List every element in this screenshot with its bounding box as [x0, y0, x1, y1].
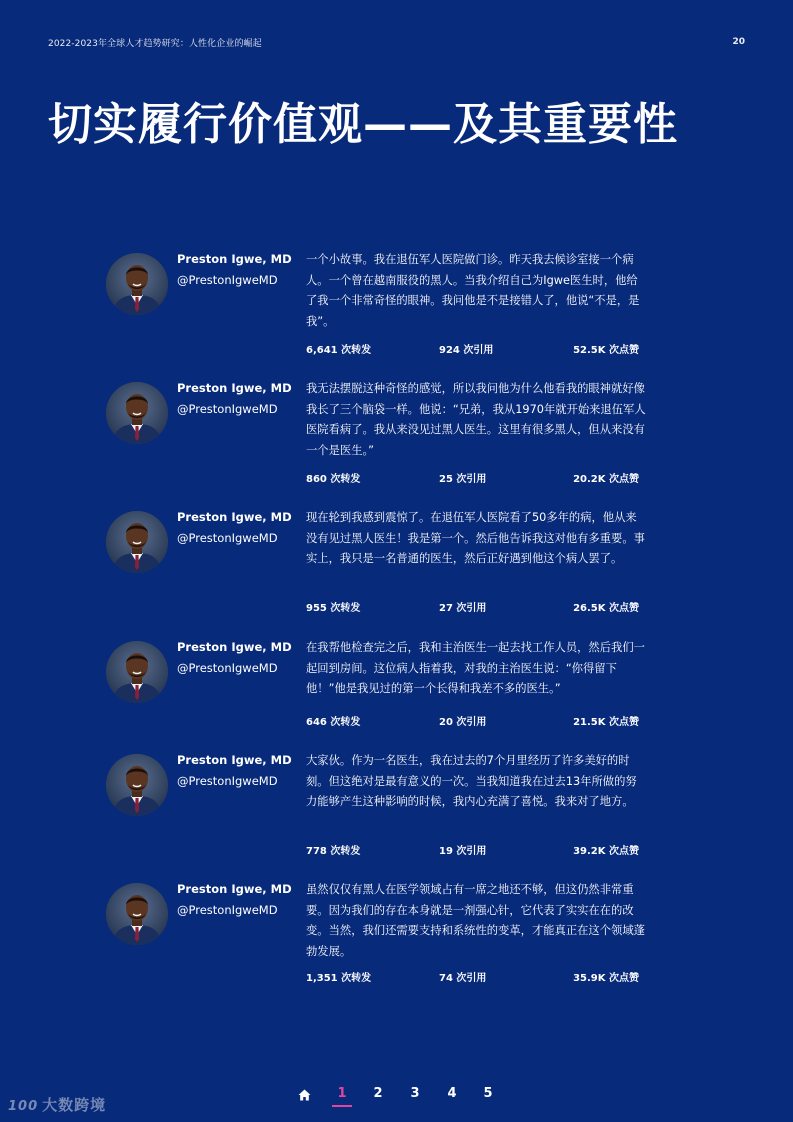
author-name: Preston Igwe, MD — [177, 510, 292, 524]
page-link-2[interactable]: 2 — [373, 1086, 383, 1101]
watermark-text: 大数跨境 — [42, 1096, 107, 1114]
retweet-count: 646 次转发 — [306, 717, 361, 728]
tweet-text: 在我帮他检查完之后，我和主治医生一起去找工作人员，然后我们一起回到房间。这位病人指着我，对我的主治医生说：“你得留下他！”他是我见过的第一个长得和我差不多的医生。” — [306, 641, 645, 695]
tweet-stats — [306, 969, 639, 983]
page-link-5[interactable]: 5 — [483, 1086, 493, 1101]
avatar — [106, 641, 168, 703]
like-count: 35.9K 次点赞 — [573, 973, 639, 984]
quote-count: 924 次引用 — [439, 345, 494, 356]
author-name: Preston Igwe, MD — [177, 640, 292, 654]
page-title: 切实履行价值观——及其重要性 — [48, 99, 678, 150]
author-handle[interactable]: @PrestonIgweMD — [177, 774, 278, 788]
watermark — [8, 1094, 106, 1115]
author-handle[interactable]: @PrestonIgweMD — [177, 531, 278, 545]
page-link-3[interactable]: 3 — [410, 1086, 420, 1101]
tweet-stats — [306, 341, 639, 355]
tweet-text: 我无法摆脱这种奇怪的感觉，所以我问他为什么他看我的眼神就好像我长了三个脑袋一样。他说：“兄弟，我从1970年就开始来退伍军人医院看病了。我从来没见过黑人医生。这里有很多黑人，但从来没有一个是医生。” — [306, 382, 646, 457]
tweet-stats — [306, 470, 639, 484]
avatar — [106, 511, 168, 573]
author-handle[interactable]: @PrestonIgweMD — [177, 661, 278, 675]
tweet-author — [177, 640, 297, 675]
author-name: Preston Igwe, MD — [177, 882, 292, 896]
retweet-count: 1,351 次转发 — [306, 973, 372, 984]
retweet-count: 6,641 次转发 — [306, 345, 372, 356]
retweet-count: 778 次转发 — [306, 846, 361, 857]
quote-count: 19 次引用 — [439, 846, 487, 857]
avatar — [106, 253, 168, 315]
retweet-count: 955 次转发 — [306, 603, 361, 614]
author-name: Preston Igwe, MD — [177, 753, 292, 767]
tweet-stats — [306, 842, 639, 856]
avatar — [106, 754, 168, 816]
tweet-author — [177, 381, 297, 416]
report-title: 2022-2023年全球人才趋势研究：人性化企业的崛起 — [48, 39, 262, 49]
like-count: 52.5K 次点赞 — [573, 345, 639, 356]
page-link-4[interactable]: 4 — [447, 1086, 457, 1101]
author-handle[interactable]: @PrestonIgweMD — [177, 402, 278, 416]
tweet-author — [177, 753, 297, 788]
avatar — [106, 883, 168, 945]
home-icon[interactable] — [298, 1089, 311, 1105]
avatar — [106, 382, 168, 444]
quote-count: 27 次引用 — [439, 603, 487, 614]
tweet-author — [177, 252, 297, 287]
quote-count: 20 次引用 — [439, 717, 487, 728]
tweet-text: 大家伙。作为一名医生，我在过去的7个月里经历了许多美好的时刻。但这绝对是最有意义的一次。当我知道我在过去13年所做的努力能够产生这种影响的时候，我内心充满了喜悦。我来对了地方。 — [306, 754, 637, 808]
author-name: Preston Igwe, MD — [177, 381, 292, 395]
author-handle[interactable]: @PrestonIgweMD — [177, 273, 278, 287]
tweet-author — [177, 510, 297, 545]
author-handle[interactable]: @PrestonIgweMD — [177, 903, 278, 917]
like-count: 26.5K 次点赞 — [573, 603, 639, 614]
page-link-1[interactable]: 1 — [332, 1086, 352, 1107]
tweet-author — [177, 882, 297, 917]
like-count: 20.2K 次点赞 — [573, 474, 639, 485]
like-count: 39.2K 次点赞 — [573, 846, 639, 857]
watermark-logo: 100 — [8, 1099, 39, 1114]
like-count: 21.5K 次点赞 — [573, 717, 639, 728]
tweet-text: 虽然仅仅有黑人在医学领域占有一席之地还不够，但这仍然非常重要。因为我们的存在本身就是一剂强心针，它代表了实实在在的改变。当然，我们还需要支持和系统性的变革，才能真正在这个领域蓬勃发展。 — [306, 883, 645, 958]
retweet-count: 860 次转发 — [306, 474, 361, 485]
author-name: Preston Igwe, MD — [177, 252, 292, 266]
tweet-stats — [306, 713, 639, 727]
quote-count: 25 次引用 — [439, 474, 487, 485]
tweet-stats — [306, 599, 639, 613]
tweet-text: 现在轮到我感到震惊了。在退伍军人医院看了50多年的病，他从来没有见过黑人医生！我是第一个。然后他告诉我这对他有多重要。事实上，我只是一名普通的医生，然后正好遇到他这个病人罢了。 — [306, 511, 645, 565]
page-number: 20 — [732, 37, 745, 47]
tweet-text: 一个小故事。我在退伍军人医院做门诊。昨天我去候诊室接一个病人。一个曾在越南服役的黑人。当我介绍自己为Igwe医生时，他给了我一个非常奇怪的眼神。我问他是不是接错人了，他说“不是，是我”。 — [306, 253, 640, 328]
quote-count: 74 次引用 — [439, 973, 487, 984]
